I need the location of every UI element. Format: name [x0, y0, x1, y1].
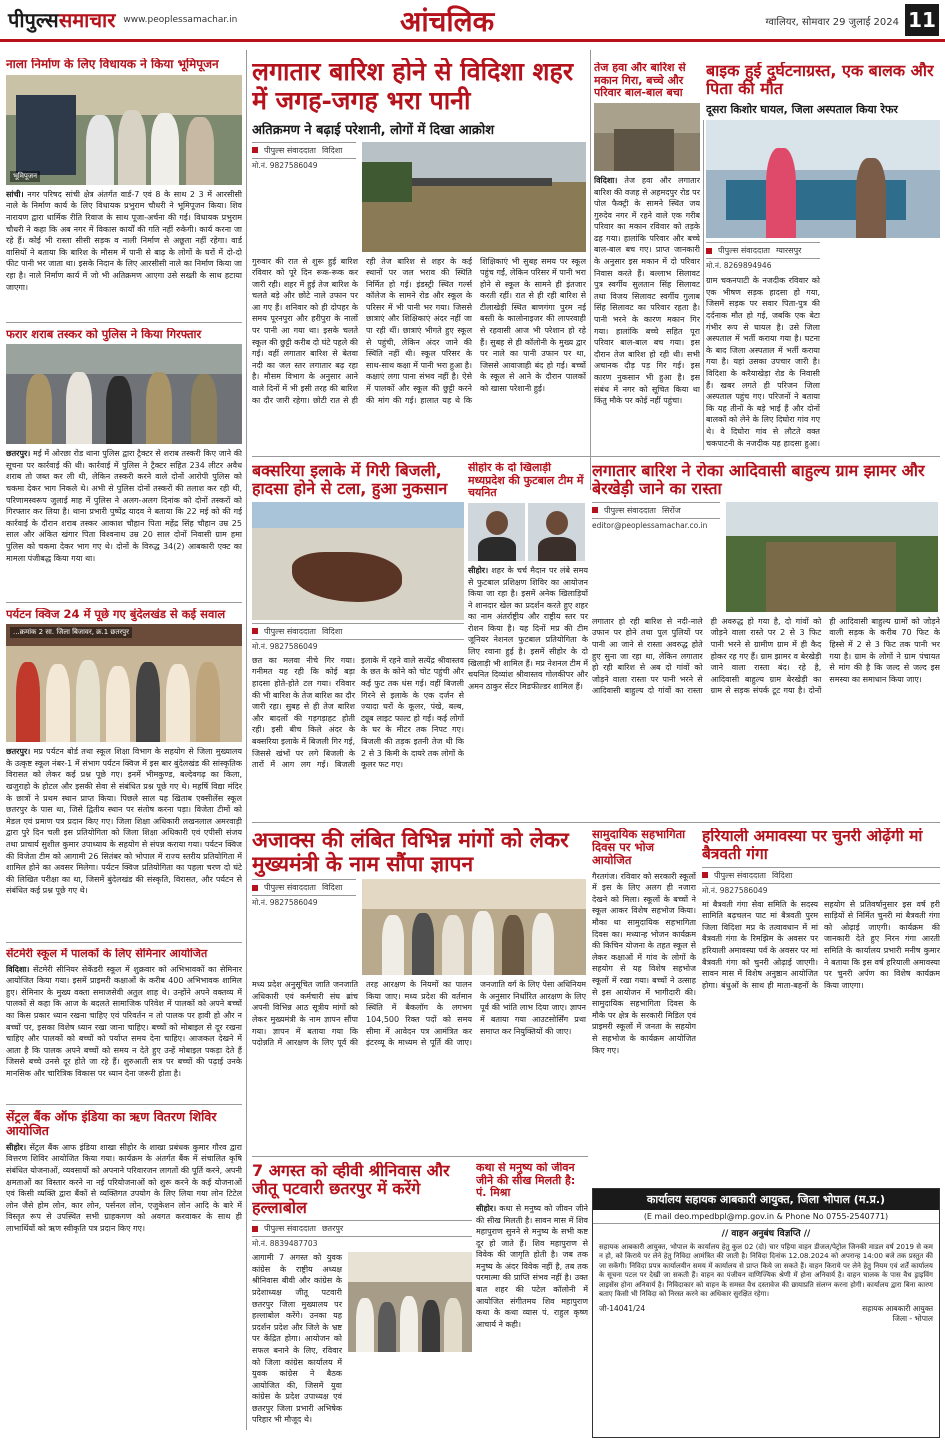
article-body: गुरुवार की रात से शुरू हुई बारिश रविवार को पूरे दिन रूक-रूक कर जारी रही। शहर में हुई तेज बारिश के चलते बड़े और छोटे नाले उफान पर आ गए हैं। शनिवार को ही दोपहर के समय पूरनपुरा और हरीपुरा के नालों पर पानी आ गया था। इसके चलते स्कूल की छुट्टी करीब दो घंटे पहले की गई। वहीं लगातार बारिश से बेतवा नदी का जल स्तर लगातार बढ़ रहा है। मौसम विभाग के अनुसार आने वाले दिनों में भी इसी तरह की बारिश का दौर जारी रहेगा। छोटी रात से ही रही तेज बारिश से शहर के कई स्थानों पर जल भराव की स्थिति निर्मित हो गई। इंडस्ट्री स्थित गर्ल्स कॉलेज के सामने रोड और स्कूल के परिसर में भी पानी भर गया। जिससे छात्राएं और शिक्षिकाएं अंदर नहीं जा पा रही थीं। छात्राएं भीगते हुए स्कूल से पहुंची, लेकिन अंदर जाने की स्थिति नहीं थी। स्कूल परिसर के साथ-साथ कक्षा में पानी भरा हुआ है। कक्षाएं लगा पाना संभव नहीं है। ऐसे में पालकों और स्कूल की छुट्टी करने की मांग की गई। हालात यह थे कि शिक्षिकाएं भी सुबह समय पर स्कूल पहुंच गईं, लेकिन परिसर में पानी भरा होने से स्कूल के सामने ही इंतजार करती रहीं। रात से ही रही बारिश से टीलाखेड़ी स्थित बाणगंगा पुरम नई बस्ती के कालोनाइजर की लापरवाही से रहवासी आज भी परेशान हो रहे हैं। सुबह से ही कॉलोनी के मुख्य द्वार पर नाले का पानी उफान पर था, जिससे आवाजाही बंद हो गई। बच्चों के स्कूल से आने के दौरान पालकों को खासा परेशानी हुई।	[252, 256, 586, 405]
dateline-lead: सीहोर।	[476, 1203, 497, 1213]
headline: फरार शराब तस्कर को पुलिस ने किया गिरफ्तार	[6, 328, 202, 341]
headline: पर्यटन क्विज 24 में पूछे गए बुंदेलखंड से कई सवाल	[6, 608, 226, 621]
article-bike-accident	[706, 62, 940, 450]
photo-meeting	[348, 1252, 472, 1352]
player-photo	[468, 503, 525, 561]
article-seminar	[6, 948, 242, 1100]
photo-arrest	[6, 344, 242, 444]
article-body: शहर के चर्च मैदान पर लंबे समय से फुटबाल प्रशिक्षण शिविर का आयोजन किया जा रहा है। इसमें अनेक खिलाड़ियों ने शानदार खेल का प्रदर्शन करते हुए शहर का नाम अंतर्राष्ट्रीय और राष्ट्रीय स्तर पर रोशन किया है। यह दिनों मप्र की टीम जूनियर नेशनल फुटबाल प्रतियोगिता के लिए रवाना हुई है। इसमें सीहोर के दो खिलाड़ी भी शामिल हैं। मप्र नेशनल टीम में चयनित दिव्यांश श्रीवास्तव गोलकीपर और अमन ठाकुर सेंटर मिडफील्डर शामिल हैं।	[468, 565, 588, 691]
article-body: आगामी 7 अगस्त को युवक कांग्रेस के राष्ट्रीय अध्यक्ष श्रीनिवास बीवी और कांग्रेस के प्रदेशाध्यक्ष जीतू पटवारी छतरपुर जिला मुख्यालय पर हल्लाबोल करेंगे। उनका यह प्रदर्शन प्रदेश और जिले के भ्रष्ट पर केंद्रित होगा। आयोजन को सफल बनाने के लिए, रविवार को जिला कांग्रेस कार्यालय में युवक कांग्रेस ने बैठक आयोजित की, जिसमें युवा कांग्रेस के प्रदेश उपाध्यक्ष एवं छतरपुर जिला प्रभारी अभिषेक परिहार भी मौजूद थे।	[252, 1253, 342, 1425]
article-hallabol	[252, 1162, 472, 1440]
dateline-lead: विदिशा।	[594, 175, 618, 185]
dateline-lead: सांची।	[6, 189, 24, 199]
photo-quiz-winners	[6, 624, 242, 742]
photo-flooded-river	[362, 142, 586, 252]
article-community-meal	[592, 828, 696, 1183]
headline: सामुदायिक सहभागिता दिवस पर भोज आयोजित	[592, 828, 686, 868]
byline-email[interactable]: editor@peoplessamachar.co.in	[592, 520, 708, 530]
photo-damaged-wall	[252, 502, 464, 620]
kicker: अतिक्रमण ने बढ़ाई परेशानी, लोगों में दिखा आक्रोश	[252, 122, 495, 138]
byline: पीपुल्स संवाददाता विदिशा	[252, 142, 356, 159]
headline: तेज हवा और बारिश से मकान गिरा, बच्चे और परिवार बाल-बाल बचा	[594, 62, 686, 100]
ad-notice-title: // वाहन अनुबंध विज्ञप्ति //	[721, 1229, 811, 1239]
byline: पीपुल्स संवाददाता ग्यारसपुर	[706, 242, 820, 260]
article-tribal-road	[592, 462, 940, 817]
article-tourism-quiz	[6, 608, 242, 938]
article-body: सेंटमेरी सीनियर सेकेंडरी स्कूल में शुक्रवार को अभिभावकों का सेमिनार आयोजित किया गया। इसमें प्राइमरी कक्षाओं के करीब 400 अभिभावक शामिल हुए। सेमिनार के मुख्य वक्ता समाजसेवी अतुल शाह थे। उन्होंने अपने वक्तव्य में पालकों से कहा कि आज के बदलते सामाजिक परिवेश में पालकों को अपने बच्चों का किस प्रकार ध्यान रखना चाहिए एवं परिवर्तन न तो पालक पर हावी हो और न बच्चों पर, इसका विशेष ध्यान रखा जाना चाहिए। बच्चों को मोबाइल से दूर रखना चाहिए और पालकों को बच्चों को पर्याप्त समय देना चाहिए। आजकल देखने में आता है कि पालक अपने बच्चों को समय न देते हुए उन्हें मोबाइल पकड़ा देते हैं जिससे बच्चे उनसे दूर होते जा रहे हैं। शुरुआती सत्र पर बच्चों की पढ़ाई उनके मानसिक और चारित्रिक विकास पर ध्यान देना जरूरी होता है।	[6, 964, 242, 1078]
article-vidisha-rain	[252, 58, 586, 488]
photo-hospital	[706, 120, 940, 238]
article-body: मप्र पर्यटन बोर्ड तथा स्कूल शिक्षा विभाग के सहयोग से जिला मुख्यालय के उत्कृष्ट स्कूल नंबर-1 में संभाग पर्यटन क्विज में इस बार बुंदेलखंड की सांस्कृतिक विरासत को लेकर कई प्रश्न पूछे गए। इनमें भीमकुण्ड, बल्देवगढ़ का किला, खजुराहो के होटल और इसकी सेवा से संबंधित प्रश्न पूछे गए थे। महर्षि विद्या मंदिर के छात्रों ने प्रथम स्थान प्राप्त किया। पिछले साल यह खिताब एक्सीलेंस स्कूल छतरपुर के पास था, जिसे द्वितीय स्थान पर संतोष करना पड़ा। विजेता टीमों को मेडल एवं प्रमाण पत्र प्रदान किए गए। जिला शिक्षा अधिकारी लखनलाल अमरवाड़ी द्वारा पुरे दिन चली इस प्रतियोगिता को जिला शिक्षा अधिकारी एवं एपीसी संजय तथा प्राचार्य सुशील कुमार उपाध्याय के सहयोग से संपन्न कराया गया। पर्यटन क्विज की विजेता टीम को आगामी 26 सितंबर को भोपाल में राज्य स्तरीय प्रतियोगिता में शामिल होने का अवसर मिलेगा। पर्यटन क्विज प्रतियोगिता का पहला चरण दो घंटे की लिखित परीक्षा का था, जिसमें बुंदेलखंड की संस्कृति, विरासत, और पर्यटन से संबंधित कई प्रश्न पूछे गए थे।	[6, 747, 242, 896]
photo-collapsed-house	[594, 103, 700, 171]
dateline-lead: छतरपुर।	[6, 747, 31, 757]
player-photo	[528, 503, 585, 561]
headline: 7 अगस्त को व्हीवी श्रीनिवास और जीतू पटवारी छतरपुर में करेंगे हल्लाबोल	[252, 1162, 450, 1217]
byline-mobile: मो.नं. 9827586049	[702, 885, 768, 895]
headline: बाइक हुई दुर्घटनाग्रस्त, एक बालक और पिता की मौत	[706, 62, 934, 99]
byline-mobile: मो.नं. 8269894946	[706, 261, 772, 271]
headline: सेंटमेरी स्कूल में पालकों के लिए सेमिनार आयोजित	[6, 948, 208, 960]
headline: लगातार बारिश होने से विदिशा शहर में जगह-जगह भरा पानी	[252, 58, 574, 115]
headline: लगातार बारिश ने रोका आदिवासी बाहुल्य ग्राम झामर और बेरखेड़ी जाने का रास्ता	[592, 462, 925, 499]
article-lightning	[252, 462, 464, 817]
dateline-lead: छतरपुर।	[6, 449, 31, 459]
kicker: दूसरा किशोर घायल, जिला अस्पताल किया रेफर	[706, 102, 898, 116]
article-body: मध्य प्रदेश अनुसूचित जाति जनजाति अधिकारी एवं कर्मचारी संघ ब्रांच अपनी विभिन्न आठ सूत्रीय मांगों को लेकर मुख्यमंत्री के नाम ज्ञापन सौंपा गया। ज्ञापन में बताया गया कि पदोन्नति में आरक्षण के लिए पूर्व की तरह आरक्षण के नियमों का पालन किया जाए। मध्य प्रदेश की वर्तमान स्थिति में बैकलॉग के लगभग 104,500 रिक्त पदों को समय सीमा में आवेदन पत्र आमंत्रित कर इंटरव्यू के माध्यम से पूर्ति की जाए। जनजाति वर्ग के लिए पेसा अधिनियम के अनुसार निर्धारित आरक्षण के लिए पूर्व की भांति लाभ दिया जाए। ज्ञापन में बताया गया आउटसोर्सिंग प्रथा समाप्त कर नियुक्तियों की जाए।	[252, 980, 586, 1048]
byline: पीपुल्स संवाददाता विदिशा	[252, 623, 464, 640]
excise-notice-ad	[592, 1188, 940, 1438]
photo-bhoomipujan	[6, 75, 242, 185]
byline-mobile: मो.नं. 9827586049	[252, 898, 318, 908]
byline: पीपुल्स संवाददाता विदिशा	[702, 867, 940, 884]
dateline-lead: विदिशा।	[6, 964, 30, 974]
photo-caption: भूमिपूजन	[10, 171, 40, 182]
dateline: ग्वालियर, सोमवार 29 जुलाई 2024	[765, 17, 899, 28]
byline-mobile: मो.नं. 8839487703	[252, 1239, 318, 1249]
byline-mobile: मो.नं. 9827586049	[252, 160, 318, 170]
article-drain	[6, 58, 242, 318]
headline: हरियाली अमावस्या पर चुनरी ओढ़ेंगी मां बैत्रवती गंगा	[702, 828, 923, 863]
section-title: आंचलिक	[400, 5, 495, 38]
article-body: सेंट्रल बैंक आफ इंडिया शाखा सीहोर के शाखा प्रबंधक कुमार गौरव द्वारा वित्तरण शिविर आयोजित किया गया। कार्यक्रम के अंतर्गत बैंक में संचालित कृषि संबंधित योजनाओं, व्यवसायों को अपनाने परिवारजन लागतों की पूर्ति करने, अपनी क्षमताओं का विस्तार करने ना नई परियोजनाओं को शुरू करने के कई योजनाओं एवं किसी व्यक्ति द्वारा बैंकों से व्यक्तिगत उपयोग के लिए लिया गया लोन टिटेल लोन जैसे होम लोन, कार लोन, पर्सनल लोन, एजुकेशन लोन आदि के बारे में विस्तृत रूप से उपस्थित सभी ग्राहकगण को अवगत करवाकर के साथ ही लाभार्थियों को ऋण स्वीकृति पत्र प्रदान किए गए।	[6, 1142, 242, 1233]
ad-body: सहायक आबकारी आयुक्त, भोपाल के कार्यालय हेतु कुल 02 (दो) चार पहिया वाहन डीजल/पेट्रोल जिनकी माडल वर्ष 2019 से कम न हो, को किराये पर लेने हेतु निविदा आमंत्रित की जाती है। निविदा दिनांक 12.08.2024 को अपरान्ह 14:00 बजे तक प्रस्तुत की जा सकेंगी। निविदा प्रपत्र कार्यालयीन समय में कार्यालय से प्राप्त किये जा सकते हैं। वाहन किराये पर लेने हेतु नियम एवं शर्तें कार्यालय के सूचना पटल पर देखी जा सकती हैं। वाहन का पंजीयन वाणिज्यिक श्रेणी में होना अनिवार्य है। वाहन चालक के पास वैध ड्राइविंग लाइसेंस होना अनिवार्य है। निविदाकार को वाहन के समस्त वैध दस्तावेज की छायाप्रति संलग्न करना होगी। कार्यालय द्वारा बिना कारण बताए किसी भी निविदा को निरस्त करने का अधिकार सुरक्षित रहेगा।	[599, 1243, 933, 1299]
headline: अजाक्स की लंबित विभिन्न मांगों को लेकर मुख्यमंत्री के नाम सौंपा ज्ञापन	[252, 828, 569, 877]
byline: पीपुल्स संवाददाता विदिशा	[252, 879, 356, 896]
article-body: कथा से मनुष्य को जीवन जीने की सीख मिलती है। सावन मास में शिव महापुराण सुनने से मनुष्य के सभी कष्ट दूर हो जाते हैं। शिव महापुराण से विवेक की जागृति होती है। जब तक मनुष्य के अंदर विवेक नहीं है, तब तक परमात्मा की प्राप्ति संभव नहीं है। उक्त बात शहर की पटेल कॉलोनी में आयोजित संगीतमय शिव महापुराण कथा के कथा व्यास पं. राहुल कृष्ण आचार्य ने कही।	[476, 1203, 588, 1329]
brand-logo: पीपुल्ससमाचार	[8, 8, 116, 32]
ad-ref: जी-14041/24	[599, 1303, 646, 1313]
headline: नाला निर्माण के लिए विधायक ने किया भूमिपूजन	[6, 58, 219, 71]
dateline-lead: सीहोर।	[468, 565, 489, 575]
article-ajaks-memorandum	[252, 828, 586, 1150]
photo-memorandum	[362, 879, 586, 975]
byline: पीपुल्स संवाददाता छतरपुर	[252, 1220, 472, 1237]
site-url[interactable]: www.peoplessamachar.in	[123, 14, 238, 25]
headline: कथा से मनुष्य को जीवन जीने की सीख मिलती है: पं. मिश्रा	[476, 1162, 576, 1200]
article-body: नगर परिषद सांची क्षेत्र अंतर्गत वार्ड-7 एवं 8 के साथ 2 3 में आरसीसी नाले के निर्माण कार्य के लिए विधायक प्रभुराम चौधरी ने भूमिपूजन किया। शिव नारायण द्वारा धार्मिक रीति रिवाज के साथ पूजा-अर्चना की गई। विधायक प्रभुराम चौधरी ने कहा कि अब नगर में विकास कार्यों की गति नहीं रुकेगी। कार्य करना जा रहे हैं। कोई भी रास्ता सीसी सड़क व नाली निर्माण से अछूता नहीं रहेगा। वार्ड वासियों ने बताया कि बारिश के मौसम में पानी से बाढ़ के लोगों के घरों में दो-दो फीट पानी भर जाता था। इसके निदान के लिए आरसीसी नाले का निर्माण किया जा रहा है। नाले निर्माण कार्य में जो भी अतिक्रमण आएगा उसे सख्ती के साथ हटाया जाएगा।	[6, 189, 242, 292]
dateline-lead: सीहोर।	[6, 1142, 27, 1152]
article-body: गैरतगंज। रविवार को सरकारी स्कूलों में इस के लिए अलग ही नजारा देखने को मिला। स्कूलों के बच्चों ने स्कूल आकर विशेष सहभोज किया। मौका था सामुदायिक सहभागिता दिवस का। मध्यान्ह भोजन कार्यक्रम की किचिन योजना के तहत स्कूल से लेकर कक्षाओं में गांव के लोगों के सहयोग से यह विशेष सहभोज स्कूलों में रखा गया। बच्चों ने उत्साह से इस आयोजन में भागीदारी की। सामुदायिक सहभागिता दिवस के मौके पर क्षेत्र के सरकारी मिडिल एवं प्राइमरी स्कूलों में जनता के सहयोग से सहभोज के कार्यक्रम आयोजित किए गए।	[592, 871, 696, 1055]
article-body: ग्राम चकनपाटी के नजदीक रविवार को एक भीषण सड़क हादसा हो गया, जिसमें सड़क पर सवार पिता-पुत्र की दर्दनाक मौत हो गई, जबकि एक बेटा गंभीर रूप से घायल है। उसे जिला अस्पताल में भर्ती कराया गया है। घटना के बाद जिला अस्पताल में भर्ती कराया गया है। यहां उसका उपचार जारी है। विदिशा के करैयाखेड़ा रोड के निवासी हैं। खबर लगते ही परिजन जिला अस्पताल पहुंच गए। परिजनों ने बताया कि यह तीनों के बड़े भाई हैं और दोनों बालकों को लेने के लिए दिघोरा गांव गए थे। वे दिघोरा गांव से लौटते वक्त चकपाटनी के नजदीक यह हादसा हुआ।	[706, 276, 820, 448]
article-liquor-smuggler	[6, 328, 242, 598]
headline: सीहोर के दो खिलाड़ी मध्यप्रदेश की फुटबाल टीम में चयनित	[468, 462, 584, 500]
page-number: 11	[905, 4, 939, 36]
article-body: मां बैत्रवती गंगा सेवा समिति के सदस्य सामिति बढ़चलन पाट मां बैत्रवती पुरम जिला विदिशा मप्र के तत्वावधान में मां बैत्रवती गंगा के रिमझिम के अवसर पर हरियाली अमावस्या पर्व के अवसर पर मां बैत्रवती गंगा को चुनरी ओढ़ाई जाएगी। सावन मास में विशेष अनुष्ठान आयोजित होगा। बंधुओं के साथ ही माता-बहनों के सहयोग से प्रतिवर्षानुसार इस वर्ष हरी साड़ियों से निर्मित चुनरी मां बैत्रवती गंगा को ओढ़ाई जाएगी। कार्यक्रम की जानकारी देते हुए निरन गंगा आरती समिति के कार्यालय प्रभारी मनीष कुमार ने बताया कि इस वर्ष हरियाली अमावस्या पर चुनरी अर्पण का विशेष कार्यक्रम किया जाएगा।	[702, 899, 940, 990]
article-body: छत का मलवा नीचे गिर गया। गनीमत यह रही कि कोई बड़ा हादसा होते-होते टल गया। रविवार की भी बारिश के तेज बारिश का दौर जारी रहा। सुबह से ही तेज बारिश और बादलों की गड़गड़ाहट होती रही। इसी बीच किले अंदर के बक्सरिया इलाके में बिजली गिर गई, जिससे खंभों पर लगे बिजली के तारों में आग लग गई। बिजली इलाके में रहने वाले सत्येंद्र श्रीवास्तव के छत के कोने को चोट पहुंची और कई फुट तक धंस गई। वहीं बिजली गिरने से इलाके के एक दर्जन से ज्यादा घरों के कूलर, पंखे, बल्ब, ट्यूब लाइट फाल्ट हो गईं। कई लोगों के घर के मीटर तक निपट गए। बिजली की तड़क इतनी तेज थी कि 2 से 3 किमी के दायरे तक लोगों के कूलर फट गए।	[252, 655, 464, 770]
photo-caption: ...क्रमांक 2 सा. जिला बिजावर, क्र.1 छतरपुर	[10, 627, 132, 638]
ad-contact[interactable]: (E mail deo.mpedbpl@mp.gov.in & Phone No 0755-2540771)	[593, 1210, 939, 1224]
ad-signatory: सहायक आबकारी आयुक्त	[862, 1303, 933, 1313]
byline-mobile: मो.नं. 9827586049	[252, 641, 318, 651]
photo-flooded-road	[726, 502, 938, 612]
article-bank-camp	[6, 1110, 242, 1438]
headline: सेंट्रल बैंक ऑफ इंडिया का ऋण वितरण शिविर आयोजित	[6, 1110, 217, 1139]
article-hariyali	[702, 828, 940, 1183]
byline: पीपुल्स संवाददाता सिरोंज	[592, 502, 720, 519]
article-body: तेज हवा और लगातार बारिश की वजह से अहमदपुर रोड पर पोल फैक्ट्री के सामने स्थित जय गुरुदेव नगर में रहने वाले एक गरीब परिवार का मकान रविवार को तड़के ढह गया। हालांकि परिवार और बच्चे बाल-बाल बच गए। प्राप्त जानकारी के अनुसार इस मकान में दो परिवार निवास करते हैं। बल्लाभ सिलावट पुत्र स्वर्गीय सुलतान सिंह सिलावट तथा विजय सिलावट स्वर्गीय गुलाब सिंह सिलावट का परिवार रहता है। पानी भरने के कारण मकान गिर गया। हालांकि बच्चे सहित पूरा परिवार बाल-बाल बच गया। इस दौरान तेज बारिश हो रही थी। सभी अचानक दौड़ पड़ गिर गई। इस कारण नुकसान भी हुआ है। इस संबंध में नगर को सूचित किया था किंतु मौके पर कोई नहीं पहुंचा।	[594, 175, 700, 406]
article-house-collapse	[594, 62, 700, 450]
article-body: मई में ओरछा रोड थाना पुलिस द्वारा ट्रैक्टर से शराब तस्करी किए जाने की सूचना पर कार्रवाई की थी। कार्रवाई में पुलिस ने ट्रैक्टर सहित 234 लीटर अवैध शराब तो जब्त कर ली थी, लेकिन तस्करी करने वाले दोनों आरोपी पुलिस को चकमा देकर भाग निकले थे। अभी से पुलिस दोनों तस्करों की तलाश कर रही थी, परिणामस्वरूप जुलाई माह में पुलिस ने अलग-अलग दिनांक को दोनों तस्करों को गिरफ्तार कर लिया है। थाना प्रभारी पुष्पेंद्र यादव ने बताया कि 22 मई को की गई कार्रवाई के दौरान शराब तस्कर आकाश चौहान पिता महेंद्र सिंह चौहान उम्र 25 साल और अंकित खंगार पिता विश्वनाथ उम्र 20 साल दोनों निवासी ग्राम हमा पुलिस को चकमा देकर भाग गए थे। दोनों के विरुद्ध 34(2) आबकारी एक्ट का मामला पंजीबद्ध किया गया था।	[6, 449, 242, 563]
ad-district: जिला - भोपाल	[892, 1313, 933, 1323]
masthead	[0, 0, 945, 42]
article-katha	[476, 1162, 588, 1440]
ad-heading: कार्यालय सहायक आबकारी आयुक्त, जिला भोपाल (म.प्र.)	[593, 1189, 939, 1210]
headline: बक्सरिया इलाके में गिरी बिजली, हादसा होने से टला, हुआ नुकसान	[252, 462, 448, 499]
article-football	[468, 462, 588, 817]
article-body: लगातार हो रही बारिश से नदी-नाले उफान पर होने तथा पुल पुलियों पर पानी आ जाने से रास्ता अवरुद्ध होते हुए सुना जा रहा था, लेकिन लगातार हो रही बारिश से अब दो गांवों को जोड़ने वाला रास्ता पर पानी भरने से आदिवासी बाहुल्य दो गांवों का रास्ता ही अवरुद्ध हो गया है, दो गांवों को जोड़ने वाला रास्ते पर 2 से 3 फिट पानी भरने से ग्रामीण ग्राम में ही कैद होकर रह गए हैं। ग्राम झामर व बेरखेड़ी जाने वाला रास्ता बंद। रहे है, आदिवासी बाहुल्य ग्राम बेरखेड़ी का ग्राम से सड़क संपर्क टूट गया है। दोनों ही आदिवासी बाहुल्य ग्रामों को जोड़ने वाली सड़क के करीब 70 फिट के हिस्से में 2 से 3 फिट तक पानी भर गया है। ग्राम के लोगों ने ग्राम पंचायत से मांग की है कि जल्द से जल्द इस समस्या का समाधान किया जाए।	[592, 616, 940, 696]
